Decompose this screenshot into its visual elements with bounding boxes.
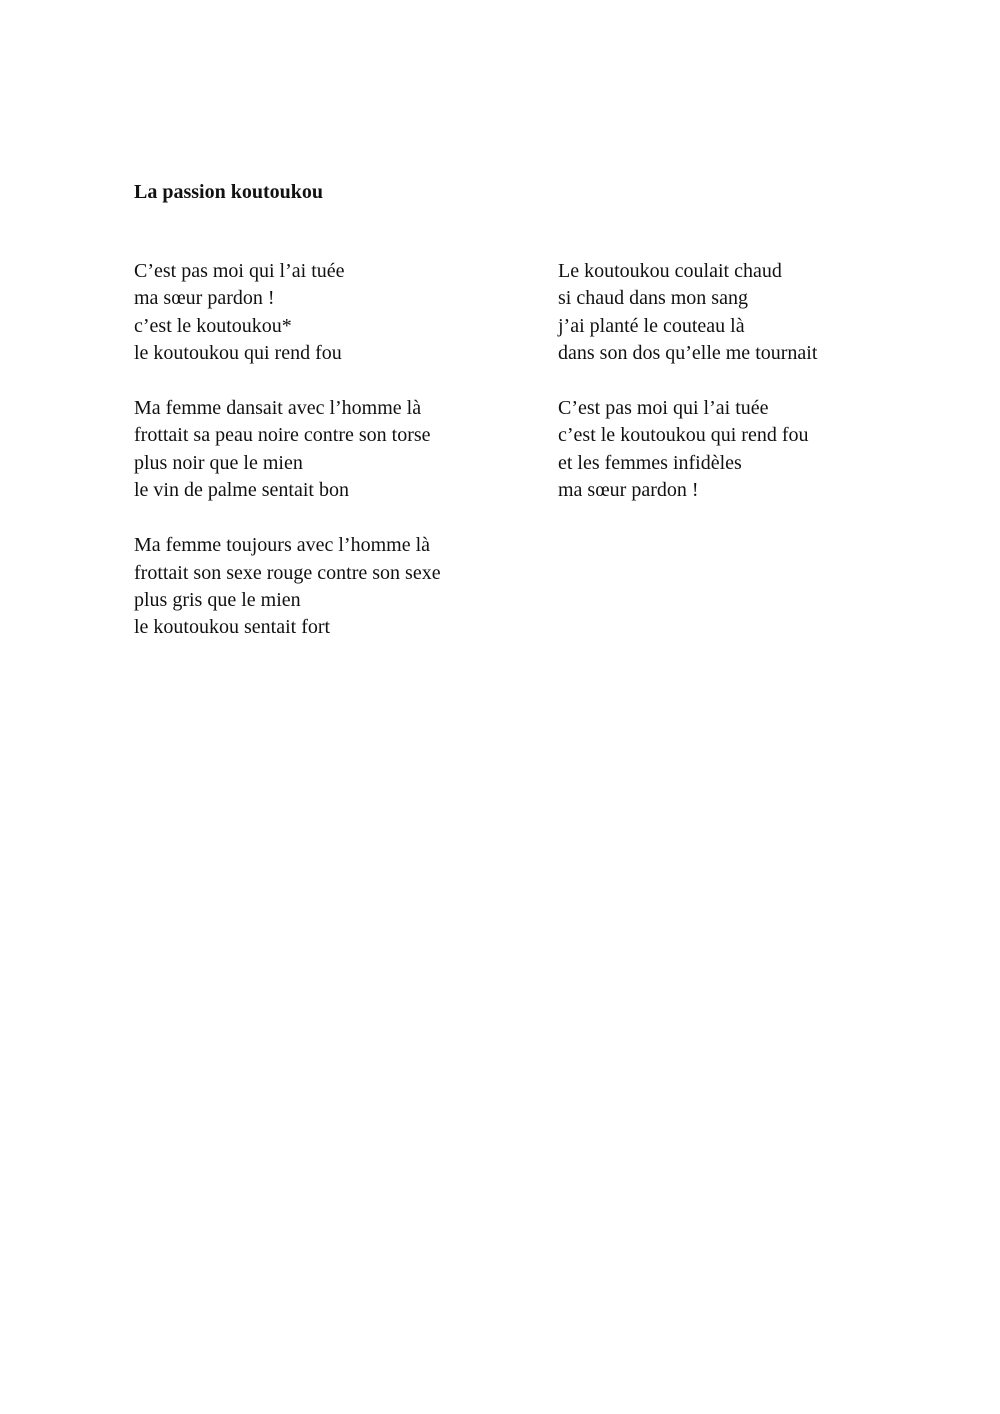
poem-line: le vin de palme sentait bon: [134, 479, 349, 502]
stanza: [134, 395, 534, 504]
poem-line: C’est pas moi qui l’ai tuée: [134, 260, 345, 282]
stanza: [558, 258, 958, 367]
poem-line: Ma femme dansait avec l’homme là: [134, 397, 422, 420]
poem-line: le koutoukou sentait fort: [134, 616, 331, 639]
poem-column-right: [558, 258, 958, 532]
poem-line: c’est le koutoukou qui rend fou: [558, 424, 809, 447]
poem-line: frottait son sexe rouge contre son sexe: [134, 561, 441, 584]
poem-line: le koutoukou qui rend fou: [134, 341, 342, 364]
poem-line: ma sœur pardon !: [134, 287, 275, 310]
poem-line: Le koutoukou coulait chaud: [558, 260, 782, 282]
poem-line: si chaud dans mon sang: [558, 287, 748, 310]
poem-line: C’est pas moi qui l’ai tuée: [558, 397, 769, 420]
poem-line: plus noir que le mien: [134, 451, 303, 474]
stanza: [558, 395, 958, 504]
poem-line: ma sœur pardon !: [558, 479, 699, 502]
stanza: [134, 258, 534, 367]
poem-title: La passion koutoukou: [134, 181, 323, 203]
poem-line: j’ai planté le couteau là: [558, 314, 745, 337]
poem-line: c’est le koutoukou*: [134, 314, 292, 337]
poem-line: dans son dos qu’elle me tournait: [558, 341, 818, 364]
poem-column-left: [134, 258, 534, 670]
poem-line: Ma femme toujours avec l’homme là: [134, 534, 431, 557]
stanza: [134, 532, 534, 641]
poem-line: frottait sa peau noire contre son torse: [134, 424, 431, 447]
poem-line: et les femmes infidèles: [558, 451, 742, 474]
poem-line: plus gris que le mien: [134, 588, 301, 611]
